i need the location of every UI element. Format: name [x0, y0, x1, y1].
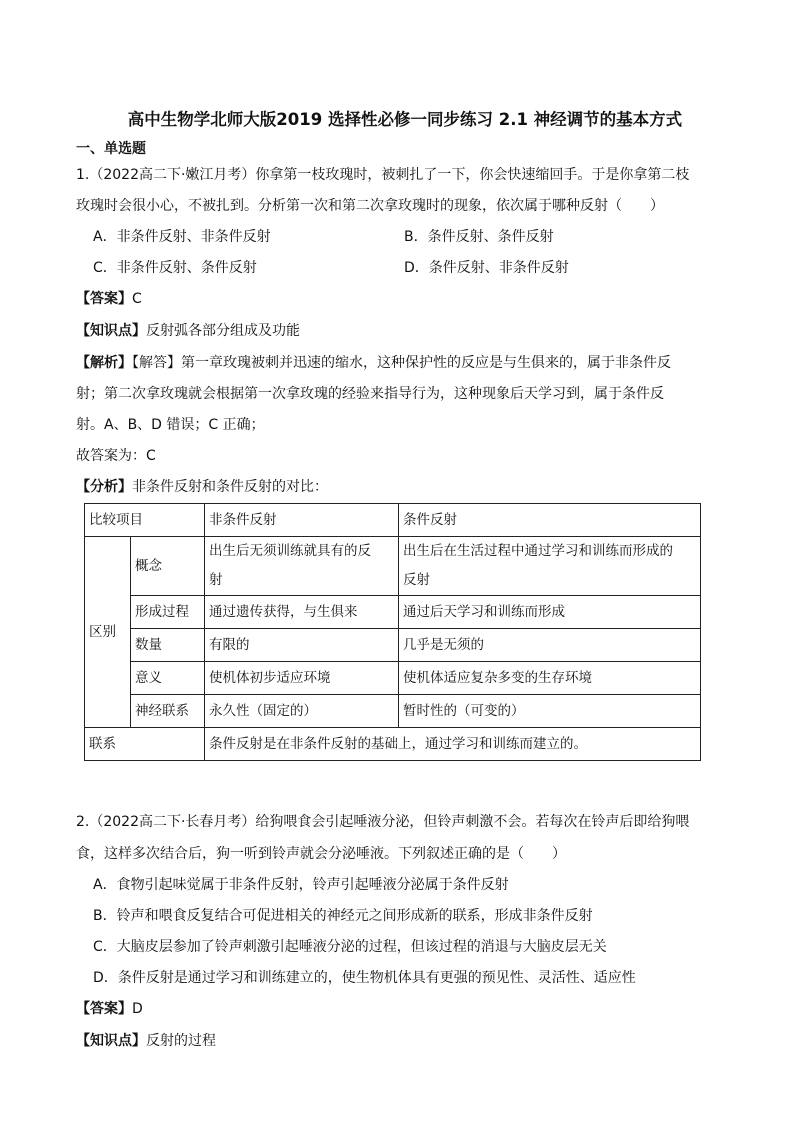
q2-option-b: B．铃声和喂食反复结合可促进相关的神经元之间形成新的联系，形成非条件反射 [93, 908, 593, 924]
cell-conditioned: 暂时性的（可变的） [399, 695, 701, 728]
answer-label: 【答案】 [76, 291, 132, 307]
explanation-label: 【解析】 [76, 355, 132, 371]
table-row [85, 596, 701, 629]
row-name: 数量 [131, 629, 205, 662]
answer-label: 【答案】 [76, 1001, 132, 1017]
q2-option-c: C．大脑皮层参加了铃声刺激引起唾液分泌的过程，但该过程的消退与大脑皮层无关 [93, 939, 607, 955]
table-row [85, 629, 701, 662]
comparison-table [84, 503, 701, 761]
document-title: 高中生物学北师大版2019 选择性必修一同步练习 2.1 神经调节的基本方式 [127, 110, 683, 129]
header-item: 比较项目 [85, 504, 205, 537]
q1-stem-line-1: 1.（2022高二下·嫩江月考）你拿第一枝玫瑰时，被刺扎了一下，你会快速缩回手。于是你拿第二枝 [76, 167, 690, 183]
q1-answer [76, 289, 142, 309]
cell-conditioned: 出生后在生活过程中通过学习和训练而形成的 反射 [399, 537, 701, 596]
q2-stem-line-2: 食，这样多次结合后，狗一听到铃声就会分泌唾液。下列叙述正确的是（ ） [76, 846, 566, 862]
q1-stem-line-2: 玫瑰时会很小心，不被扎到。分析第一次和第二次拿玫瑰时的现象，依次属于哪种反射（ ） [76, 198, 664, 214]
q1-analysis [76, 477, 328, 497]
q1-knowledge-point [76, 321, 300, 341]
q1-explanation-line-1 [76, 353, 671, 373]
q1-option-a: A．非条件反射、非条件反射 [93, 229, 271, 245]
q1-explanation-line-3: 射。A、B、D 错误；C 正确； [76, 417, 265, 433]
row-name: 意义 [131, 662, 205, 695]
cell-conditioned: 通过后天学习和训练而形成 [399, 596, 701, 629]
group-difference: 区别 [85, 537, 131, 728]
q1-option-c: C．非条件反射、条件反射 [93, 260, 257, 276]
table-header-row [85, 504, 701, 537]
row-name: 形成过程 [131, 596, 205, 629]
q1-option-d: D．条件反射、非条件反射 [404, 260, 569, 276]
table-row [85, 537, 701, 596]
row-name: 概念 [131, 537, 205, 596]
table-row [85, 695, 701, 728]
knowledge-point-label: 【知识点】 [76, 323, 146, 339]
q2-option-d: D．条件反射是通过学习和训练建立的，使生物机体具有更强的预见性、灵活性、适应性 [93, 970, 636, 986]
cell-unconditioned: 通过遗传获得，与生俱来 [205, 596, 399, 629]
q2-stem-line-1: 2.（2022高二下·长春月考）给狗喂食会引起唾液分泌，但铃声刺激不会。若每次在铃声后即给狗喂 [76, 814, 690, 830]
table-row-link [85, 728, 701, 761]
q1-final-answer: 故答案为：C [76, 448, 156, 464]
q2-answer [76, 999, 143, 1019]
knowledge-point-value: 反射的过程 [146, 1033, 216, 1049]
q2-knowledge-point [76, 1031, 216, 1051]
group-link: 联系 [85, 728, 205, 761]
cell-conditioned: 几乎是无须的 [399, 629, 701, 662]
cell-conditioned: 使机体适应复杂多变的生存环境 [399, 662, 701, 695]
cell-unconditioned: 有限的 [205, 629, 399, 662]
knowledge-point-value: 反射弧各部分组成及功能 [146, 323, 300, 339]
answer-value: D [132, 1001, 143, 1017]
cell-unconditioned: 永久性（固定的） [205, 695, 399, 728]
explanation-text: 【解答】第一章玫瑰被刺并迅速的缩水，这种保护性的反应是与生俱来的，属于非条件反 [132, 355, 671, 371]
analysis-label: 【分析】 [76, 479, 132, 495]
link-text: 条件反射是在非条件反射的基础上，通过学习和训练而建立的。 [205, 728, 701, 761]
cell-unconditioned: 使机体初步适应环境 [205, 662, 399, 695]
q1-explanation-line-2: 射；第二次拿玫瑰就会根据第一次拿玫瑰的经验来指导行为，这种现象后天学习到，属于条件反 [76, 386, 664, 402]
header-conditioned: 条件反射 [399, 504, 701, 537]
table-row [85, 662, 701, 695]
q2-option-a: A．食物引起味觉属于非条件反射，铃声引起唾液分泌属于条件反射 [93, 877, 509, 893]
knowledge-point-label: 【知识点】 [76, 1033, 146, 1049]
analysis-text: 非条件反射和条件反射的对比： [132, 479, 328, 495]
answer-value: C [132, 291, 142, 307]
q1-option-b: B．条件反射、条件反射 [404, 229, 554, 245]
row-name: 神经联系 [131, 695, 205, 728]
header-unconditioned: 非条件反射 [205, 504, 399, 537]
section-heading: 一、单选题 [76, 141, 146, 157]
cell-unconditioned: 出生后无须训练就具有的反 射 [205, 537, 399, 596]
